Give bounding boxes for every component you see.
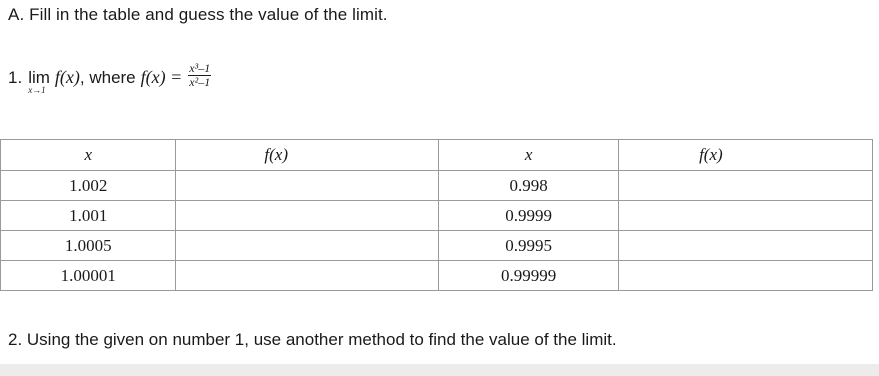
bottom-bar (0, 364, 879, 376)
fraction-numerator: x³–1 (189, 61, 211, 75)
limit-operator (28, 67, 50, 95)
section-heading: A. Fill in the table and guess the value of the limit. (8, 5, 388, 24)
function-symbol: f(x) (54, 67, 80, 87)
x-value-cell: 1.001 (1, 201, 176, 231)
fx-input-cell[interactable] (176, 261, 439, 291)
fraction-denominator: x²–1 (189, 75, 211, 89)
lim-word: lim (28, 67, 50, 87)
x-value-cell: 1.0005 (1, 231, 176, 261)
values-table (0, 139, 873, 291)
table-row (1, 231, 873, 261)
table-header-row (1, 140, 873, 171)
header-x-right: x (439, 140, 619, 171)
fx-input-cell[interactable] (619, 231, 873, 261)
x-value-cell: 1.00001 (1, 261, 176, 291)
lim-subscript: x→1 (28, 84, 46, 95)
x-value-cell: 1.002 (1, 171, 176, 201)
x-value-cell: 0.9999 (439, 201, 619, 231)
table-row (1, 201, 873, 231)
problem-number: 1. (8, 67, 23, 87)
x-value-cell: 0.9995 (439, 231, 619, 261)
problem-statement (8, 61, 211, 95)
function-definition: f(x) = (140, 67, 183, 87)
fraction (188, 62, 211, 89)
x-value-cell: 0.99999 (439, 261, 619, 291)
table-row (1, 171, 873, 201)
fx-input-cell[interactable] (619, 261, 873, 291)
table-row (1, 261, 873, 291)
x-value-cell: 0.998 (439, 171, 619, 201)
question-2: 2. Using the given on number 1, use another method to find the value of the limit. (8, 330, 617, 349)
fx-input-cell[interactable] (619, 201, 873, 231)
header-fx-left: f(x) (176, 140, 439, 171)
header-x-left: x (1, 140, 176, 171)
fx-input-cell[interactable] (176, 171, 439, 201)
fx-input-cell[interactable] (176, 231, 439, 261)
fx-input-cell[interactable] (176, 201, 439, 231)
where-text: , where (79, 67, 136, 87)
fx-input-cell[interactable] (619, 171, 873, 201)
header-fx-right: f(x) (619, 140, 873, 171)
